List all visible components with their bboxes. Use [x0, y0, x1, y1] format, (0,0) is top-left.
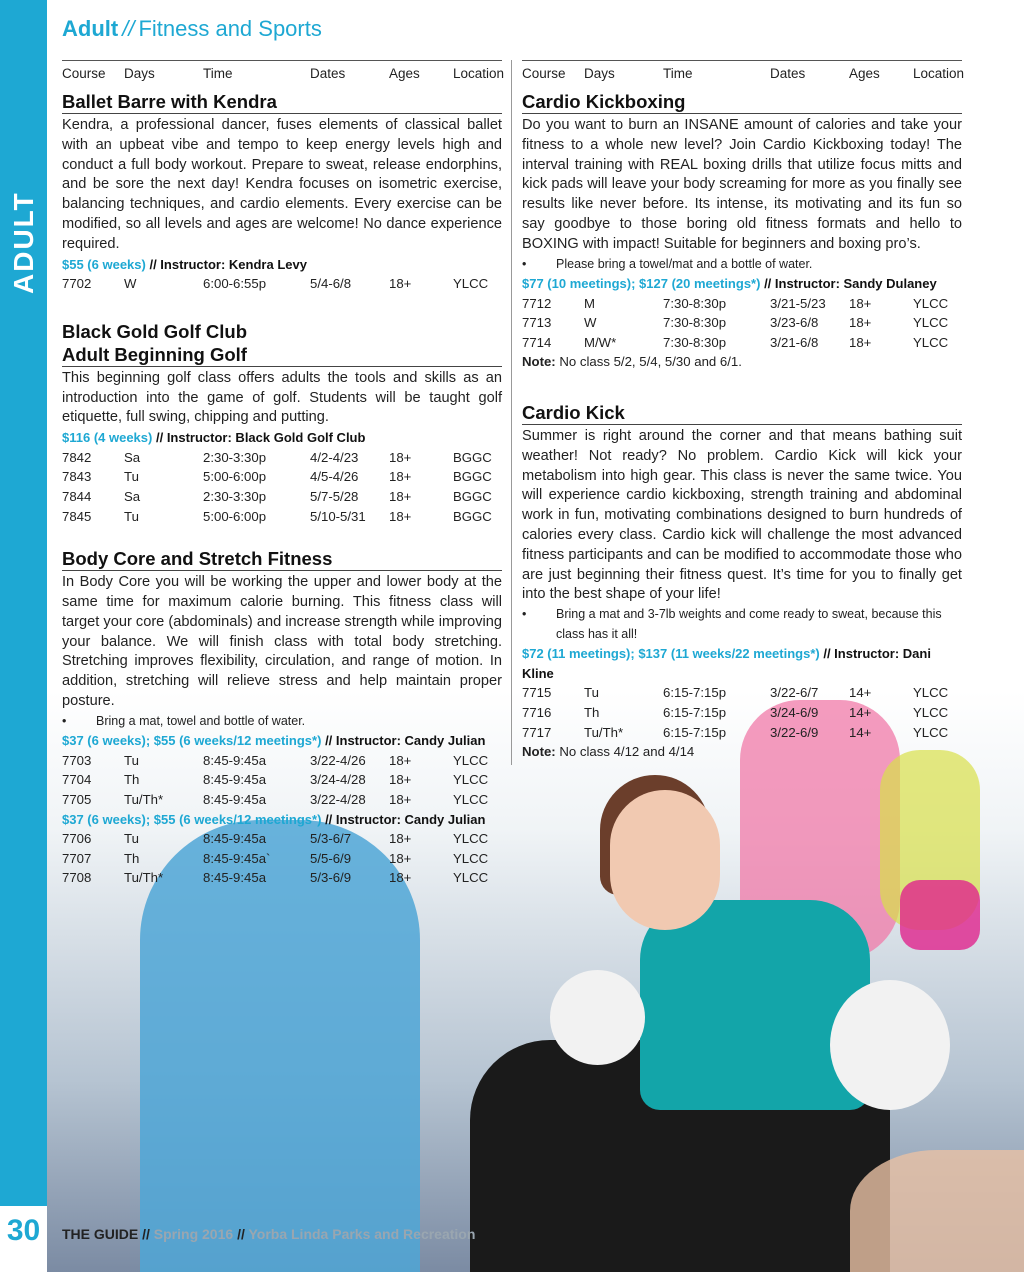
side-tab	[0, 0, 47, 1272]
table-row	[62, 274, 502, 294]
note-label: Note:	[522, 744, 556, 760]
cell-days: Tu	[584, 685, 599, 701]
cell-ages: 18+	[389, 508, 412, 524]
cell-course: 7705	[62, 791, 92, 807]
cell-time: 7:30-8:30p	[663, 315, 727, 331]
cell-course: 7702	[62, 276, 92, 292]
cell-dates: 5/5-6/9	[310, 850, 352, 866]
cell-location: YLCC	[453, 870, 489, 886]
cell-days: Sa	[124, 449, 141, 465]
cell-location: YLCC	[913, 724, 949, 740]
cell-ages: 18+	[849, 295, 872, 311]
column-header	[522, 60, 965, 84]
instructor: // Instructor: Dani Kline	[522, 646, 931, 681]
course-title: Cardio Kickboxing	[522, 91, 962, 114]
price-fee: $37 (6 weeks); $55 (6 weeks/12 meetings*)	[62, 733, 322, 749]
cell-course: 7708	[62, 870, 92, 886]
side-tab-label: ADULT	[8, 191, 39, 294]
note-text: No class 5/2, 5/4, 5/30 and 6/1.	[555, 354, 742, 370]
cell-dates: 5/7-5/28	[310, 488, 359, 504]
cell-ages: 18+	[389, 449, 412, 465]
header-subtitle: Fitness and Sports	[138, 16, 322, 41]
bullet-dot: •	[522, 607, 527, 622]
course-description: In Body Core you will be working the upper and lower body at the same time for maximum calorie burning. This fitness class will target your core (abdominals) and increase strength while improving your balance. We will finish class with total body stretching. Stretching improves flexibility, circulation, and range of motion. In addition, stretching will relieve stress and help maintain proper posture.	[62, 574, 502, 709]
cell-dates: 3/22-4/28	[310, 791, 366, 807]
course-price	[62, 810, 502, 830]
course-price	[62, 428, 502, 448]
course-price	[522, 274, 962, 294]
cell-days: Tu/Th*	[124, 870, 164, 886]
cell-dates: 3/24-6/9	[770, 705, 819, 720]
cell-location: YLCC	[453, 276, 489, 292]
cell-days: Sa	[124, 488, 141, 504]
col-time: Time	[663, 66, 693, 81]
course-description: Summer is right around the corner and that means bathing suit weather! Not ready? No problem. Cardio Kick will kick your metabolism into high gear. This class is never the same twice. You will experience cardio kickboxing, strength training and abdominal work in fun, motivating combinations designed to burn hundreds of calories every class. Cardio kick will challenge the most advanced fitness participants and can be modified to accommodate those who are just beginning their fitness quest. It’s time for you to finally get into the best shape of your life!	[522, 428, 962, 603]
page-header	[62, 16, 322, 42]
cell-days: M/W*	[584, 334, 617, 350]
cell-course: 7712	[522, 295, 552, 311]
cell-course: 7707	[62, 850, 92, 866]
cell-course: 7845	[62, 508, 92, 524]
cell-ages: 18+	[389, 831, 412, 847]
course-note	[522, 352, 962, 372]
bullet-item	[522, 255, 962, 275]
bullet-item	[522, 605, 962, 644]
cell-location: BGGC	[453, 449, 492, 465]
table-row	[62, 770, 502, 790]
course-description: This beginning golf class offers adults the tools and skills as an introduction into the game of golf. Students will be taught golf etiquette, full swing, chipping and putting.	[62, 369, 502, 426]
cell-course: 7714	[522, 334, 552, 350]
cell-time: 8:45-9:45a	[203, 831, 267, 847]
table-row	[522, 723, 962, 743]
cell-time: 2:30-3:30p	[203, 449, 267, 465]
cell-ages: 14+	[849, 685, 872, 701]
cell-dates: 5/3-6/9	[310, 870, 352, 886]
course-title: Body Core and Stretch Fitness	[62, 548, 502, 571]
cell-ages: 18+	[849, 315, 872, 331]
cell-dates: 4/2-4/23	[310, 449, 359, 465]
cell-ages: 18+	[389, 850, 412, 866]
cell-course: 7715	[522, 685, 552, 701]
col-dates: Dates	[310, 66, 346, 81]
instructor: // Instructor: Kendra Levy	[149, 256, 307, 272]
cell-ages: 14+	[849, 705, 872, 720]
table-row	[62, 448, 502, 468]
cell-ages: 14+	[849, 724, 872, 740]
cell-days: Tu	[124, 469, 139, 485]
cell-days: W	[124, 276, 137, 292]
price-fee: $116 (4 weeks)	[62, 430, 153, 446]
col-days: Days	[124, 66, 155, 81]
table-row	[62, 487, 502, 507]
instructor: // Instructor: Candy Julian	[325, 733, 486, 749]
cell-time: 8:45-9:45a	[203, 772, 267, 788]
table-row	[62, 868, 502, 888]
cell-ages: 18+	[389, 791, 412, 807]
cell-time: 2:30-3:30p	[203, 488, 267, 504]
cell-time: 8:45-9:45a	[203, 870, 267, 886]
cell-time: 8:45-9:45a	[203, 752, 267, 768]
table-row	[62, 829, 502, 849]
cell-dates: 4/5-4/26	[310, 469, 359, 485]
header-separator: //	[122, 16, 135, 41]
note-text: No class 4/12 and 4/14	[555, 744, 695, 760]
cell-dates: 3/24-4/28	[310, 772, 366, 788]
cell-location: BGGC	[453, 508, 492, 524]
cell-time: 5:00-6:00p	[203, 469, 267, 485]
cell-course: 7844	[62, 488, 92, 504]
course-price	[62, 255, 502, 275]
table-row	[62, 790, 502, 810]
cell-time: 6:00-6:55p	[203, 276, 267, 292]
cell-time: 6:15-7:15p	[663, 685, 727, 701]
cell-ages: 18+	[389, 488, 412, 504]
bullet-dot: •	[62, 713, 67, 728]
cell-dates: 3/22-6/7	[770, 685, 819, 701]
instructor: // Instructor: Black Gold Golf Club	[155, 430, 366, 446]
cell-dates: 5/4-6/8	[310, 276, 352, 292]
cell-location: YLCC	[453, 831, 489, 847]
cell-location: BGGC	[453, 488, 492, 504]
cell-dates: 5/10-5/31	[310, 508, 366, 524]
bullet-dot: •	[522, 256, 527, 271]
col-days: Days	[584, 66, 615, 81]
price-fee: $72 (11 meetings); $137 (11 weeks/22 meetings*)	[522, 646, 820, 662]
course-title-line1: Black Gold Golf Club	[62, 320, 248, 342]
course-price	[522, 644, 962, 683]
course-price	[62, 731, 502, 751]
instructor: // Instructor: Candy Julian	[325, 811, 486, 827]
cell-dates: 3/21-6/8	[770, 334, 819, 350]
right-column	[522, 60, 965, 762]
col-ages: Ages	[849, 66, 880, 81]
price-fee: $77 (10 meetings); $127 (20 meetings*)	[522, 276, 761, 292]
cell-days: M	[584, 295, 595, 311]
cell-time: 8:45-9:45a	[203, 791, 267, 807]
cell-days: Tu	[124, 831, 139, 847]
bullet-item	[62, 712, 502, 732]
cell-ages: 18+	[389, 772, 412, 788]
col-location: Location	[913, 66, 965, 81]
cell-dates: 3/23-6/8	[770, 315, 819, 331]
cell-time: 5:00-6:00p	[203, 508, 267, 524]
table-row	[522, 683, 962, 703]
table-row	[522, 703, 962, 723]
footer-separator: //	[237, 1226, 245, 1242]
cell-location: YLCC	[453, 791, 489, 807]
cell-days: Th	[124, 772, 140, 788]
col-time: Time	[203, 66, 233, 81]
cell-days: Tu/Th*	[584, 724, 624, 740]
cell-time: 8:45-9:45a`	[203, 850, 271, 866]
cell-course: 7703	[62, 752, 92, 768]
cell-ages: 18+	[389, 870, 412, 886]
cell-location: BGGC	[453, 469, 492, 485]
bullet-text: Please bring a towel/mat and a bottle of water.	[556, 256, 813, 271]
cell-dates: 3/21-5/23	[770, 295, 826, 311]
cell-dates: 3/22-4/26	[310, 752, 366, 768]
footer-season: Spring 2016	[149, 1226, 238, 1242]
cell-course: 7843	[62, 469, 92, 485]
cell-days: W	[584, 315, 597, 331]
cell-dates: 3/22-6/9	[770, 724, 819, 740]
cell-course: 7716	[522, 705, 552, 720]
price-fee: $37 (6 weeks); $55 (6 weeks/12 meetings*)	[62, 811, 322, 827]
column-divider	[511, 60, 512, 765]
price-fee: $55 (6 weeks)	[62, 256, 146, 272]
page-number: 30	[0, 1206, 47, 1272]
table-row	[62, 849, 502, 869]
course-title-line2: Adult Beginning Golf	[62, 343, 502, 367]
page-footer	[62, 1226, 475, 1242]
cell-time: 7:30-8:30p	[663, 334, 727, 350]
cell-days: Tu	[124, 508, 139, 524]
table-row	[522, 313, 962, 333]
cell-location: YLCC	[913, 705, 949, 720]
header-section: Adult	[62, 16, 119, 41]
cell-course: 7706	[62, 831, 92, 847]
column-header	[62, 60, 505, 84]
cell-time: 6:15-7:15p	[663, 724, 727, 740]
cell-location: YLCC	[913, 315, 949, 331]
bullet-text: Bring a mat and 3-7lb weights and come ready to sweat, because this class has it all!	[556, 607, 942, 641]
cell-dates: 5/3-6/7	[310, 831, 352, 847]
cell-ages: 18+	[389, 469, 412, 485]
col-course: Course	[62, 66, 106, 81]
cell-course: 7713	[522, 315, 552, 331]
left-column	[62, 60, 505, 888]
cell-course: 7704	[62, 772, 92, 788]
cell-course: 7717	[522, 724, 552, 740]
cell-course: 7842	[62, 449, 92, 465]
cell-days: Th	[124, 850, 140, 866]
course-title: Ballet Barre with Kendra	[62, 91, 502, 114]
cell-location: YLCC	[453, 772, 489, 788]
col-ages: Ages	[389, 66, 420, 81]
cell-location: YLCC	[453, 850, 489, 866]
table-row	[62, 507, 502, 527]
table-row	[62, 467, 502, 487]
col-course: Course	[522, 66, 566, 81]
cell-location: YLCC	[913, 295, 949, 311]
cell-location: YLCC	[453, 752, 489, 768]
footer-org: Yorba Linda Parks and Recreation	[244, 1226, 476, 1242]
cell-time: 7:30-8:30p	[663, 295, 727, 311]
footer-guide: THE GUIDE //	[62, 1226, 150, 1242]
cell-ages: 18+	[389, 276, 412, 292]
table-row	[62, 751, 502, 771]
cell-location: YLCC	[913, 334, 949, 350]
cell-time: 6:15-7:15p	[663, 705, 727, 720]
course-note	[522, 742, 962, 762]
cell-days: Tu/Th*	[124, 791, 164, 807]
bullet-text: Bring a mat, towel and bottle of water.	[96, 713, 306, 728]
course-description: Kendra, a professional dancer, fuses elements of classical ballet with an upbeat vibe and tempo to keep energy levels high and conduct a full body workout. Prepare to sweat, release endorphins, and be sore the next day! Kendra focuses on isometric exercise, balancing techniques, and cardio elements. Every exercise can be modified, so all levels and ages are welcome! No dance experience required.	[62, 117, 502, 252]
cell-days: Tu	[124, 752, 139, 768]
course-title: Cardio Kick	[522, 402, 962, 425]
table-row	[522, 333, 962, 353]
cell-ages: 18+	[849, 334, 872, 350]
cell-location: YLCC	[913, 685, 949, 701]
col-dates: Dates	[770, 66, 806, 81]
cell-ages: 18+	[389, 752, 412, 768]
table-row	[522, 294, 962, 314]
col-location: Location	[453, 66, 505, 81]
course-description: Do you want to burn an INSANE amount of calories and take your fitness to a whole new level? Join Cardio Kickboxing today! The interval training with REAL boxing drills that utilize focus mitts and kick pads will leave your body screaming for more as you finally see results like never before. Its intense, its motivating and its fun so say goodbye to those boring old fitness formats and hello to BOXING with impact! Suitable for beginners and boxing pro’s.	[522, 117, 962, 252]
instructor: // Instructor: Sandy Dulaney	[764, 276, 937, 292]
note-label: Note:	[522, 354, 556, 370]
cell-days: Th	[584, 705, 600, 720]
